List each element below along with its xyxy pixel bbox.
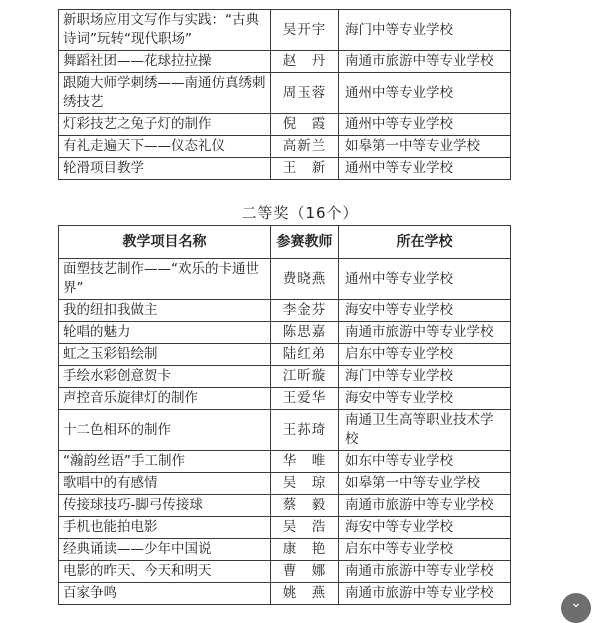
school-cell: 通州中等专业学校 (339, 158, 511, 180)
project-cell: 新职场应用文写作与实践：“古典诗词”玩转“现代职场” (59, 10, 271, 51)
school-cell: 如皋第一中等专业学校 (339, 136, 511, 158)
teacher-cell: 陈思嘉 (271, 322, 339, 344)
project-cell: 轮唱的魅力 (59, 322, 271, 344)
table-row (59, 136, 511, 158)
second-prize-table (58, 225, 511, 605)
project-cell: “瀚韵丝语”手工制作 (59, 451, 271, 473)
header-project: 教学项目名称 (59, 226, 271, 259)
table-row (59, 73, 511, 114)
table-row (59, 561, 511, 583)
table-row (59, 259, 511, 300)
teacher-cell: 陆红弟 (271, 344, 339, 366)
table-row (59, 473, 511, 495)
project-cell: 手机也能拍电影 (59, 517, 271, 539)
teacher-cell: 倪 霞 (271, 114, 339, 136)
project-cell: 声控音乐旋律灯的制作 (59, 388, 271, 410)
teacher-cell: 姚 燕 (271, 583, 339, 605)
table-row (59, 10, 511, 51)
table-row (59, 114, 511, 136)
table-row (59, 344, 511, 366)
header-school: 所在学校 (339, 226, 511, 259)
project-cell: 舞蹈社团——花球拉拉操 (59, 51, 271, 73)
table-row (59, 451, 511, 473)
chevron-down-icon: ⌄ (570, 595, 582, 611)
school-cell: 海安中等专业学校 (339, 517, 511, 539)
school-cell: 南通市旅游中等专业学校 (339, 322, 511, 344)
table-row (59, 410, 511, 451)
first-prize-table (58, 9, 511, 180)
project-cell: 歌唱中的有感情 (59, 473, 271, 495)
school-cell: 海门中等专业学校 (339, 10, 511, 51)
project-cell: 传接球技巧-脚弓传接球 (59, 495, 271, 517)
project-cell: 百家争鸣 (59, 583, 271, 605)
table-header-row (59, 226, 511, 259)
project-cell: 轮滑项目教学 (59, 158, 271, 180)
school-cell: 通州中等专业学校 (339, 114, 511, 136)
table-row (59, 51, 511, 73)
header-teacher: 参赛教师 (271, 226, 339, 259)
table-row (59, 322, 511, 344)
project-cell: 跟随大师学刺绣——南通仿真绣刺绣技艺 (59, 73, 271, 114)
teacher-cell: 曹 娜 (271, 561, 339, 583)
school-cell: 如东中等专业学校 (339, 451, 511, 473)
second-prize-title: 二等奖（16个） (241, 204, 359, 222)
school-cell: 南通市旅游中等专业学校 (339, 51, 511, 73)
teacher-cell: 王爱华 (271, 388, 339, 410)
school-cell: 通州中等专业学校 (339, 259, 511, 300)
school-cell: 海安中等专业学校 (339, 300, 511, 322)
school-cell: 如皋第一中等专业学校 (339, 473, 511, 495)
project-cell: 经典诵读——少年中国说 (59, 539, 271, 561)
project-cell: 我的纽扣我做主 (59, 300, 271, 322)
table-row (59, 300, 511, 322)
teacher-cell: 周玉蓉 (271, 73, 339, 114)
table-row (59, 388, 511, 410)
project-cell: 灯彩技艺之兔子灯的制作 (59, 114, 271, 136)
teacher-cell: 吴 浩 (271, 517, 339, 539)
project-cell: 虹之玉彩铅绘制 (59, 344, 271, 366)
project-cell: 面塑技艺制作——“欢乐的卡通世界” (59, 259, 271, 300)
teacher-cell: 王荪琦 (271, 410, 339, 451)
table-row (59, 517, 511, 539)
school-cell: 南通市旅游中等专业学校 (339, 495, 511, 517)
teacher-cell: 王 新 (271, 158, 339, 180)
school-cell: 南通卫生高等职业技术学校 (339, 410, 511, 451)
table-row (59, 583, 511, 605)
teacher-cell: 蔡 毅 (271, 495, 339, 517)
table-row (59, 539, 511, 561)
school-cell: 海安中等专业学校 (339, 388, 511, 410)
school-cell: 启东中等专业学校 (339, 344, 511, 366)
teacher-cell: 高新兰 (271, 136, 339, 158)
teacher-cell: 吴开宇 (271, 10, 339, 51)
project-cell: 电影的昨天、今天和明天 (59, 561, 271, 583)
scroll-down-button[interactable] (561, 593, 591, 623)
teacher-cell: 康 艳 (271, 539, 339, 561)
teacher-cell: 华 唯 (271, 451, 339, 473)
project-cell: 十二色相环的制作 (59, 410, 271, 451)
teacher-cell: 江昕璇 (271, 366, 339, 388)
table-row (59, 366, 511, 388)
school-cell: 南通市旅游中等专业学校 (339, 561, 511, 583)
second-prize-table-body (59, 259, 511, 605)
project-cell: 手绘水彩创意贺卡 (59, 366, 271, 388)
teacher-cell: 李金芬 (271, 300, 339, 322)
table-row (59, 495, 511, 517)
teacher-cell: 赵 丹 (271, 51, 339, 73)
teacher-cell: 吴 琼 (271, 473, 339, 495)
school-cell: 南通市旅游中等专业学校 (339, 583, 511, 605)
teacher-cell: 费晓燕 (271, 259, 339, 300)
project-cell: 有礼走遍天下——仪态礼仪 (59, 136, 271, 158)
school-cell: 海门中等专业学校 (339, 366, 511, 388)
school-cell: 通州中等专业学校 (339, 73, 511, 114)
school-cell: 启东中等专业学校 (339, 539, 511, 561)
first-prize-table-body (59, 10, 511, 180)
table-row (59, 158, 511, 180)
